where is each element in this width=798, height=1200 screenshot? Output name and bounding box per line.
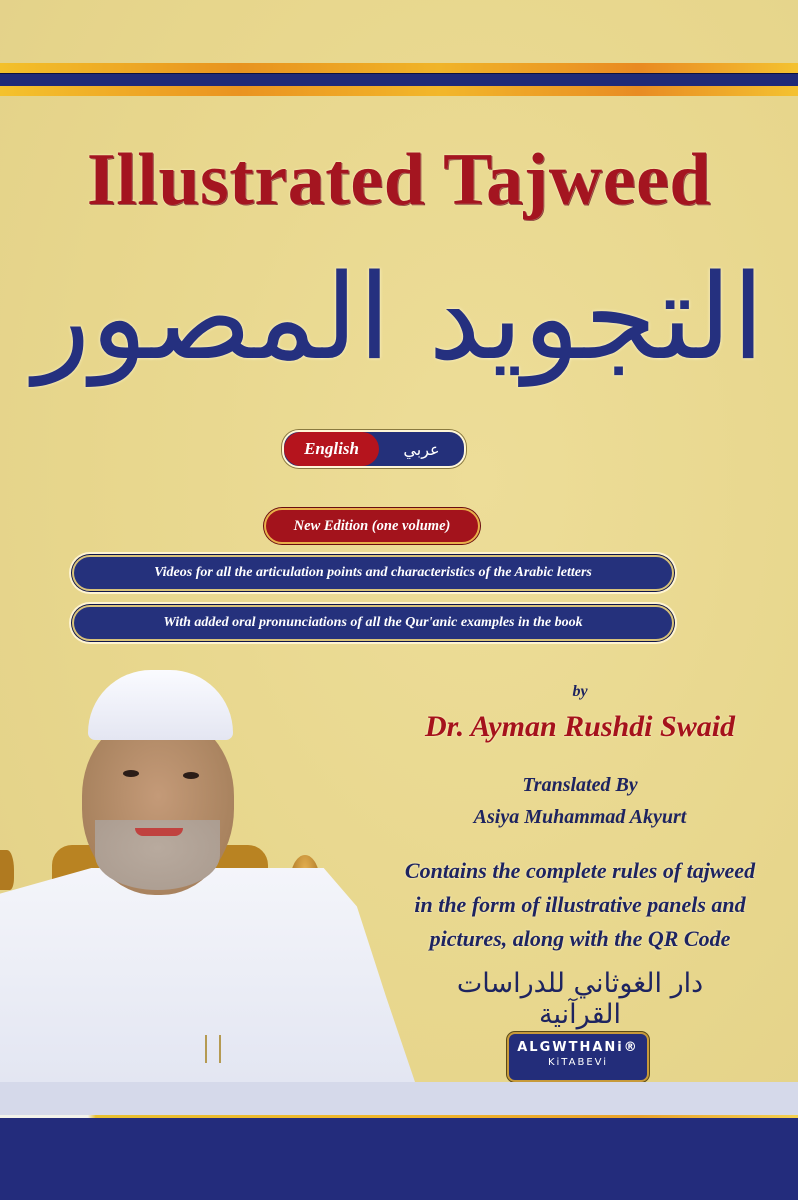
author-name: Dr. Ayman Rushdi Swaid (424, 710, 736, 743)
book-title: Illustrated Tajweed (86, 139, 712, 221)
right-eye (183, 772, 199, 779)
publisher-arabic-logo: دار الغوثاني للدراسات القرآنية (456, 968, 704, 1030)
by-label: by (572, 683, 588, 700)
feature-banner-videos: Videos for all the articulation points and characteristics of the Arabic letters (72, 555, 674, 591)
arabic-book-title: التجويد المصور (33, 248, 765, 386)
bottom-gold-stripe (0, 86, 798, 96)
publisher-name: ALGWTHANi® (517, 1040, 639, 1055)
bottom-navy-band (0, 1118, 798, 1200)
mouth (135, 828, 183, 836)
top-gold-stripe (0, 63, 798, 73)
left-eye (123, 770, 139, 777)
edition-badge: New Edition (one volume) (264, 508, 480, 544)
description-line: Contains the complete rules of tajweed (404, 858, 756, 883)
description-line: in the form of illustrative panels and (414, 892, 746, 917)
feature-banner-pronunciations: With added oral pronunciations of all the Qur'anic examples in the book (72, 605, 674, 641)
language-english-option[interactable]: English (284, 432, 379, 466)
bottom-light-band (0, 1082, 798, 1116)
top-navy-stripe (0, 73, 798, 87)
language-switch[interactable] (282, 430, 466, 468)
chair-finial-left (0, 850, 14, 890)
book-description (384, 854, 776, 956)
publisher-subtitle: KiTABEVi (547, 1057, 609, 1068)
translated-by-label: Translated By (522, 774, 638, 796)
publisher-badge (507, 1032, 649, 1082)
pocket-pens (205, 1035, 221, 1063)
author-portrait (0, 660, 420, 1082)
language-arabic-option[interactable]: عربي (403, 439, 440, 459)
translator-name: Asiya Muhammad Akyurt (473, 806, 687, 828)
description-line: pictures, along with the QR Code (429, 926, 731, 951)
white-cap (88, 670, 233, 740)
